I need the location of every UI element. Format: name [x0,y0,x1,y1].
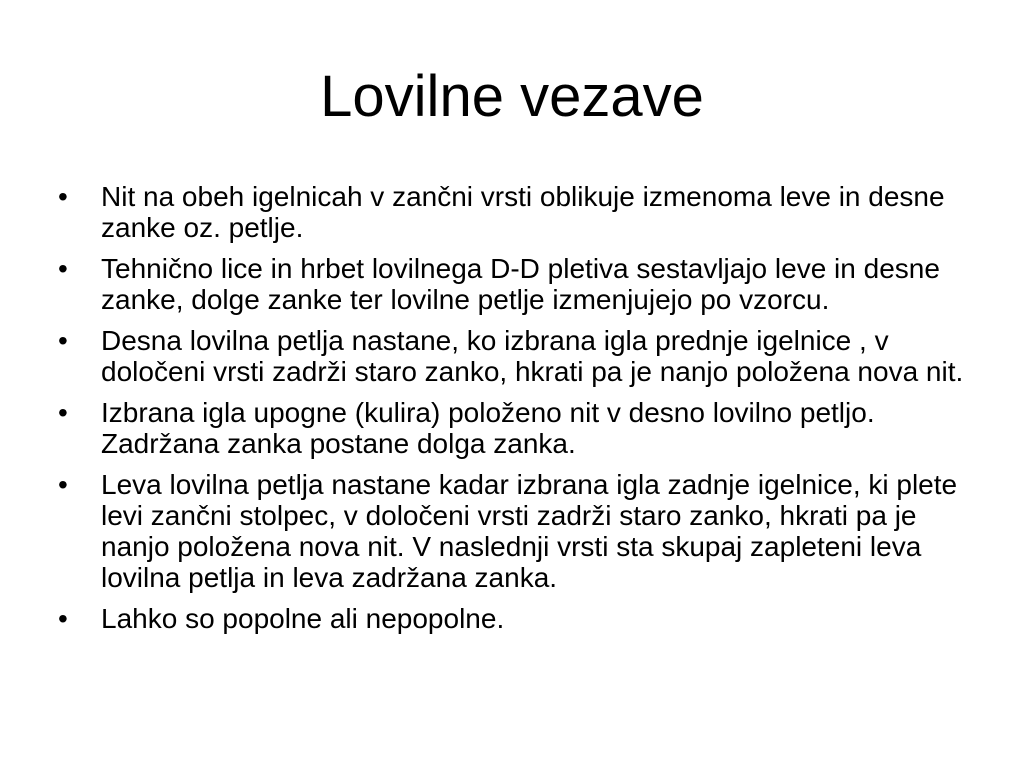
bullet-item [58,397,978,459]
bullet-item [58,469,978,593]
bullet-text: Izbrana igla upogne (kulira) položeno nit v desno lovilno petljo. Zadržana zanka postane dolga zanka. [101,397,875,459]
bullet-text: Nit na obeh igelnicah v zančni vrsti oblikuje izmenoma leve in desne zanke oz. petlje. [101,181,945,243]
bullet-icon: • [58,469,68,500]
bullet-text: Desna lovilna petlja nastane, ko izbrana igla prednje igelnice , v določeni vrsti zadrži staro zanko, hkrati pa je nanjo položena nova nit. [101,325,964,387]
bullet-item [58,603,978,634]
bullet-icon: • [58,397,68,428]
bullet-icon: • [58,325,68,356]
bullet-item [58,181,978,243]
bullet-icon: • [58,603,68,634]
bullet-text: Tehnično lice in hrbet lovilnega D-D pletiva sestavljajo leve in desne zanke, dolge zanke ter lovilne petlje izmenjujejo po vzorcu. [101,253,940,315]
bullet-icon: • [58,253,68,284]
bullet-text: Lahko so popolne ali nepopolne. [101,603,505,634]
bullet-text: Leva lovilna petlja nastane kadar izbrana igla zadnje igelnice, ki plete levi zančni stolpec, v določeni vrsti zadrži staro zanko, hkrati pa je nanjo položena nova nit. V naslednji vrsti sta skupaj zapleteni leva lovilna petlja in leva zadržana zanka. [101,469,958,593]
bullet-list [58,181,978,644]
bullet-icon: • [58,181,68,212]
bullet-item [58,253,978,315]
bullet-item [58,325,978,387]
slide-title: Lovilne vezave [320,64,704,129]
